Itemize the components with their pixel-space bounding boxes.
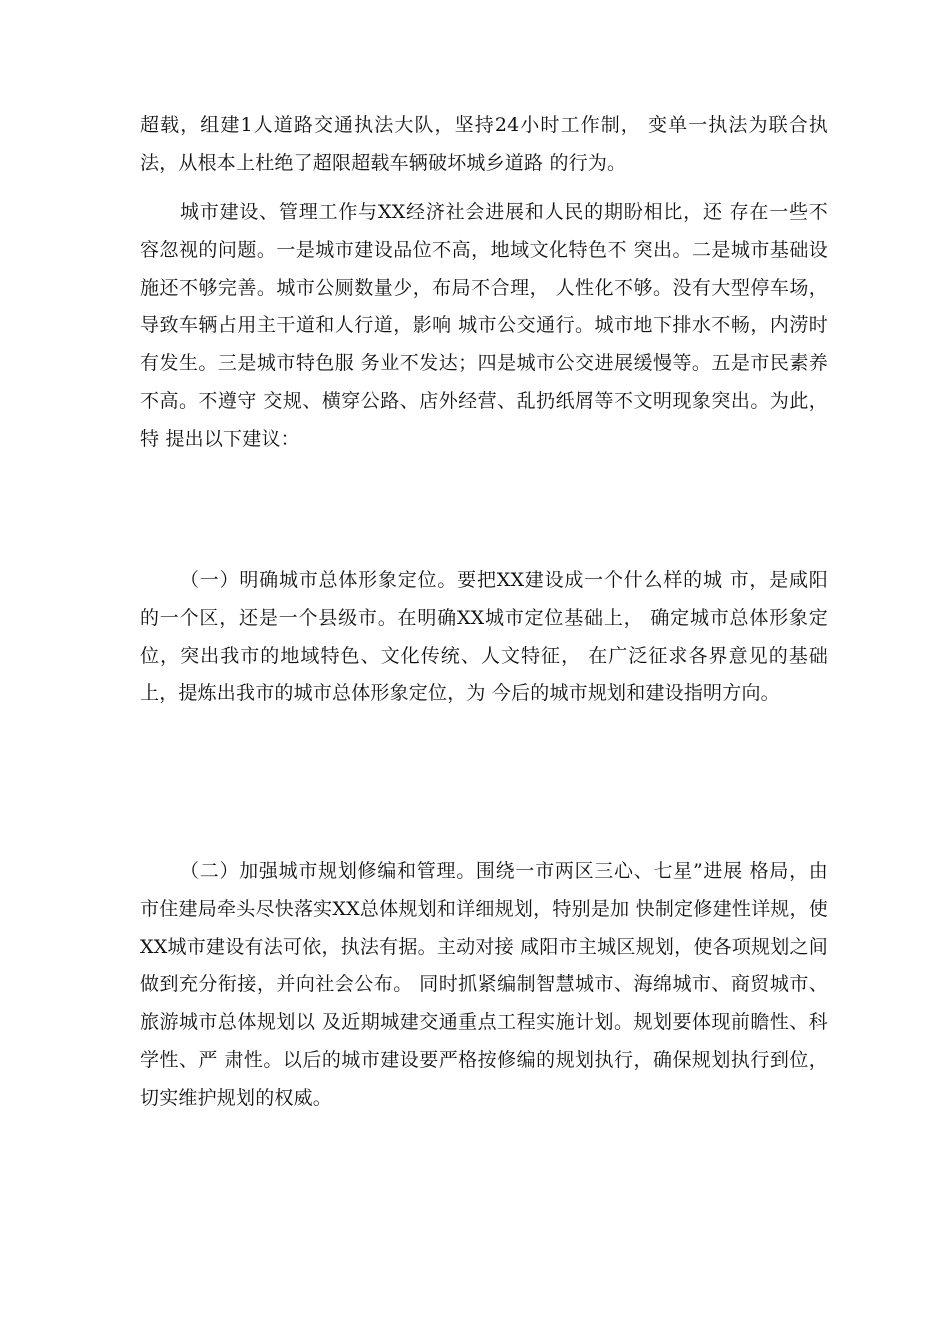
paragraph-suggestion-2-city-planning: （二）加强城市规划修编和管理。围绕一市两区三心、七星”进展 格局，由市住建局牵头尽快落实XX总体规划和详细规划，特别是加 快制定修建性详规，使XX城市建设有法可依，执法有据。主动对接 咸阳市主城区规划，使各项规划之间做到充分衔接，并向社会公布。 同时抓紧编制智慧城市、海绵城市、商贸城市、旅游城市总体规划以 及近期城建交通重点工程实施计划。规划要体现前瞻性、科学性、严 肃性。以后的城市建设要严格按修编的规划执行，确保规划执行到位， 切实维护规划的权威。 xyxy=(140,860,828,1109)
paragraph-overload-enforcement: 超载，组建1人道路交通执法大队，坚持24小时工作制， 变单一执法为联合执法，从根本上杜绝了超限超载车辆破坏城乡道路 的行为。 xyxy=(140,114,828,174)
paragraph-suggestion-1-city-image: （一）明确城市总体形象定位。要把XX建设成一个什么样的城 市，是咸阳的一个区，还是一个县级市。在明确XX城市定位基础上， 确定城市总体形象定位，突出我市的地域特色、文化传统、人文特征， 在广泛征求各界意见的基础上，提炼出我市的城市总体形象定位，为 今后的城市规划和建设指明方向。 xyxy=(140,569,828,705)
paragraph-existing-problems: 城市建设、管理工作与XX经济社会进展和人民的期盼相比，还 存在一些不容忽视的问题。一是城市建设品位不高，地域文化特色不 突出。二是城市基础设施还不够完善。城市公厕数量少，布局不合理， 人性化不够。没有大型停车场，导致车辆占用主干道和人行道，影响 城市公交通行。城市地下排水不畅，内涝时有发生。三是城市特色服 务业不发达；四是城市公交进展缓慢等。五是市民素养不高。不遵守 交规、横穿公路、店外经营、乱扔纸屑等不文明现象突出。为此，特 提出以下建议： xyxy=(140,201,828,450)
